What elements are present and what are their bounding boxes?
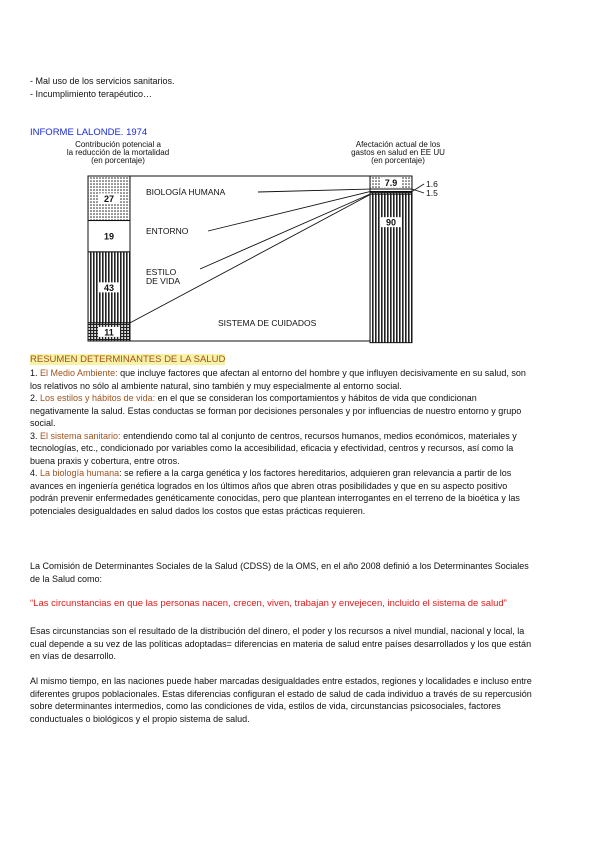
cdss-p1-line-3: en vías de desarrollo.	[30, 651, 117, 661]
report-title: INFORME LALONDE. 1974	[30, 127, 148, 138]
cdss-p2-line-3: sobre determinantes intermedios, como las condiciones de vida, estilos de vida, circunstancias psicosociales, factores	[30, 701, 501, 711]
cdss-p2-line-1: Al mismo tiempo, en las naciones puede haber marcadas desigualdades entre estados, regiones y localidades e incluso entre	[30, 676, 532, 686]
connector-estilo	[200, 194, 370, 269]
summary-item-1	[30, 367, 590, 392]
category-label-1-line-1: BIOLOGÍA HUMANA	[146, 187, 226, 197]
lalonde-chart	[30, 138, 470, 348]
category-label-3-line-2: DE VIDA	[146, 276, 181, 286]
summary-item-4	[30, 467, 590, 517]
chart-left-title	[67, 140, 169, 165]
category-label-2-line-1: ENTORNO	[146, 226, 189, 236]
summary-item-1-line-1: que incluye factores que afectan al entorno del hombre y que influyen decisivamente en su salud, son	[117, 368, 526, 378]
right-bar	[370, 176, 412, 343]
connector-sistema	[130, 195, 370, 323]
connector-biologia	[258, 189, 370, 192]
chart-category-labels	[146, 187, 317, 328]
bullet-incumplimiento: - Incumplimiento terapéutico…	[30, 89, 153, 99]
left-value-label-1: 27	[103, 193, 115, 204]
right-value-label-2: 1.5	[426, 188, 438, 198]
summary-title-text: RESUMEN DETERMINANTES DE LA SALUD	[30, 354, 226, 365]
summary-item-3-text: entendiendo como tal al conjunto de centros, recursos humanos, medios económicos, materiales y tecnologías, etc., condicionado por variables como la accesibilidad, eficacia y efectividad, centros y recursos, así como la buena praxis y cobertura, entre otros.	[30, 430, 517, 466]
summary-item-4-term: La biología humana	[40, 468, 120, 478]
left-title-line-2: la reducción de la mortalidad	[66, 148, 170, 157]
summary-item-3	[30, 430, 590, 468]
summary-item-4-text: : se refiere a la carga genética y los factores hereditarios, adquieren gran relevancia a partir de los avances en ingeniería genética logrados en los últimos años que abren otras posibilidades y que en su aspecto positivo podrán prevenir enfermedades genéticamente conocidas, pero que plantean interrogantes en el terreno de la bioética y las potenciales desigualdades en salud dados los costos que estas prácticas requieren.	[30, 468, 520, 516]
cdss-quote: “Las circunstancias en que las personas nacen, crecen, viven, trabajan y envejecen, incluido el sistema de salud”	[30, 598, 507, 609]
summary-item-1-line-2: los relativos no sólo al ambiente natural, sino también y muy especialmente al entorno social.	[30, 380, 402, 391]
category-label-3-line-1: ESTILO	[146, 267, 177, 277]
right-bar-segment-4	[370, 194, 412, 343]
chart-connectors	[130, 176, 370, 341]
cdss-p1-line-2: cual depende a su vez de las políticas adoptadas= diferencias en materia de salud entre países desarrollados y los que están	[30, 638, 532, 649]
cdss-p1-line-1: Esas circunstancias son el resultado de la distribución del dinero, el poder y los recursos a nivel mundial, nacional y local, la	[30, 626, 525, 636]
left-title-line-3: (en porcentaje)	[91, 156, 145, 165]
leader-1-6	[412, 184, 424, 192]
summary-item-2-text: en el que se consideran los comportamientos y hábitos de vida que condicionan negativamente la salud. Estas conductas se forman por decisiones personales y por influencias de nuestro entorno y grupo social.	[30, 393, 522, 428]
summary-item-1-num: 1.	[30, 368, 38, 378]
summary-item-4-num: 4.	[30, 468, 38, 478]
summary-item-3-term: El sistema sanitario:	[40, 430, 121, 441]
category-label-4-line-1: SISTEMA DE CUIDADOS	[218, 318, 317, 328]
right-title-line-2: gastos en salud en EE UU	[351, 148, 445, 157]
left-title-line-1: Contribución potencial a	[75, 140, 161, 149]
summary-item-2	[30, 392, 590, 430]
bullet-mal-uso: - Mal uso de los servicios sanitarios.	[30, 76, 175, 86]
cdss-p2-line-2: diferentes grupos poblacionales. Estas diferencias configuran el estado de salud de cada individuo a través de su repercusión	[30, 688, 532, 699]
cdss-paragraph-1	[30, 625, 590, 663]
chart-right-title	[351, 140, 445, 165]
cdss-paragraph-2	[30, 675, 590, 725]
cdss-intro	[30, 560, 590, 585]
leader-1-5	[412, 189, 424, 193]
cdss-intro-line-1: La Comisión de Determinantes Sociales de la Salud (CDSS) de la OMS, en el año 2008 definió a los Determinantes Sociales	[30, 561, 529, 571]
left-value-label-3: 43	[103, 282, 115, 293]
right-value-label-3: 1.6	[426, 179, 438, 189]
right-title-line-1: Afectación actual de los	[355, 140, 441, 149]
right-value-label-4: 90	[385, 217, 397, 228]
summary-item-2-num: 2.	[30, 393, 38, 403]
summary-list	[30, 367, 590, 517]
summary-item-1-term: El Medio Ambiente:	[40, 368, 118, 378]
summary-item-3-num: 3.	[30, 430, 38, 441]
summary-title	[30, 354, 225, 365]
left-value-label-2: 19	[103, 231, 115, 242]
connector-entorno	[208, 192, 370, 231]
summary-item-2-term: Los estilos y hábitos de vida:	[40, 393, 156, 403]
cdss-intro-line-2: de la Salud como:	[30, 573, 103, 584]
right-value-label-1: 7.9	[384, 178, 398, 189]
right-title-line-3: (en porcentaje)	[371, 156, 425, 165]
cdss-p2-line-4: conductuales o biológicos y el propio sistema de salud.	[30, 713, 250, 724]
left-value-label-4: 11	[104, 327, 114, 338]
